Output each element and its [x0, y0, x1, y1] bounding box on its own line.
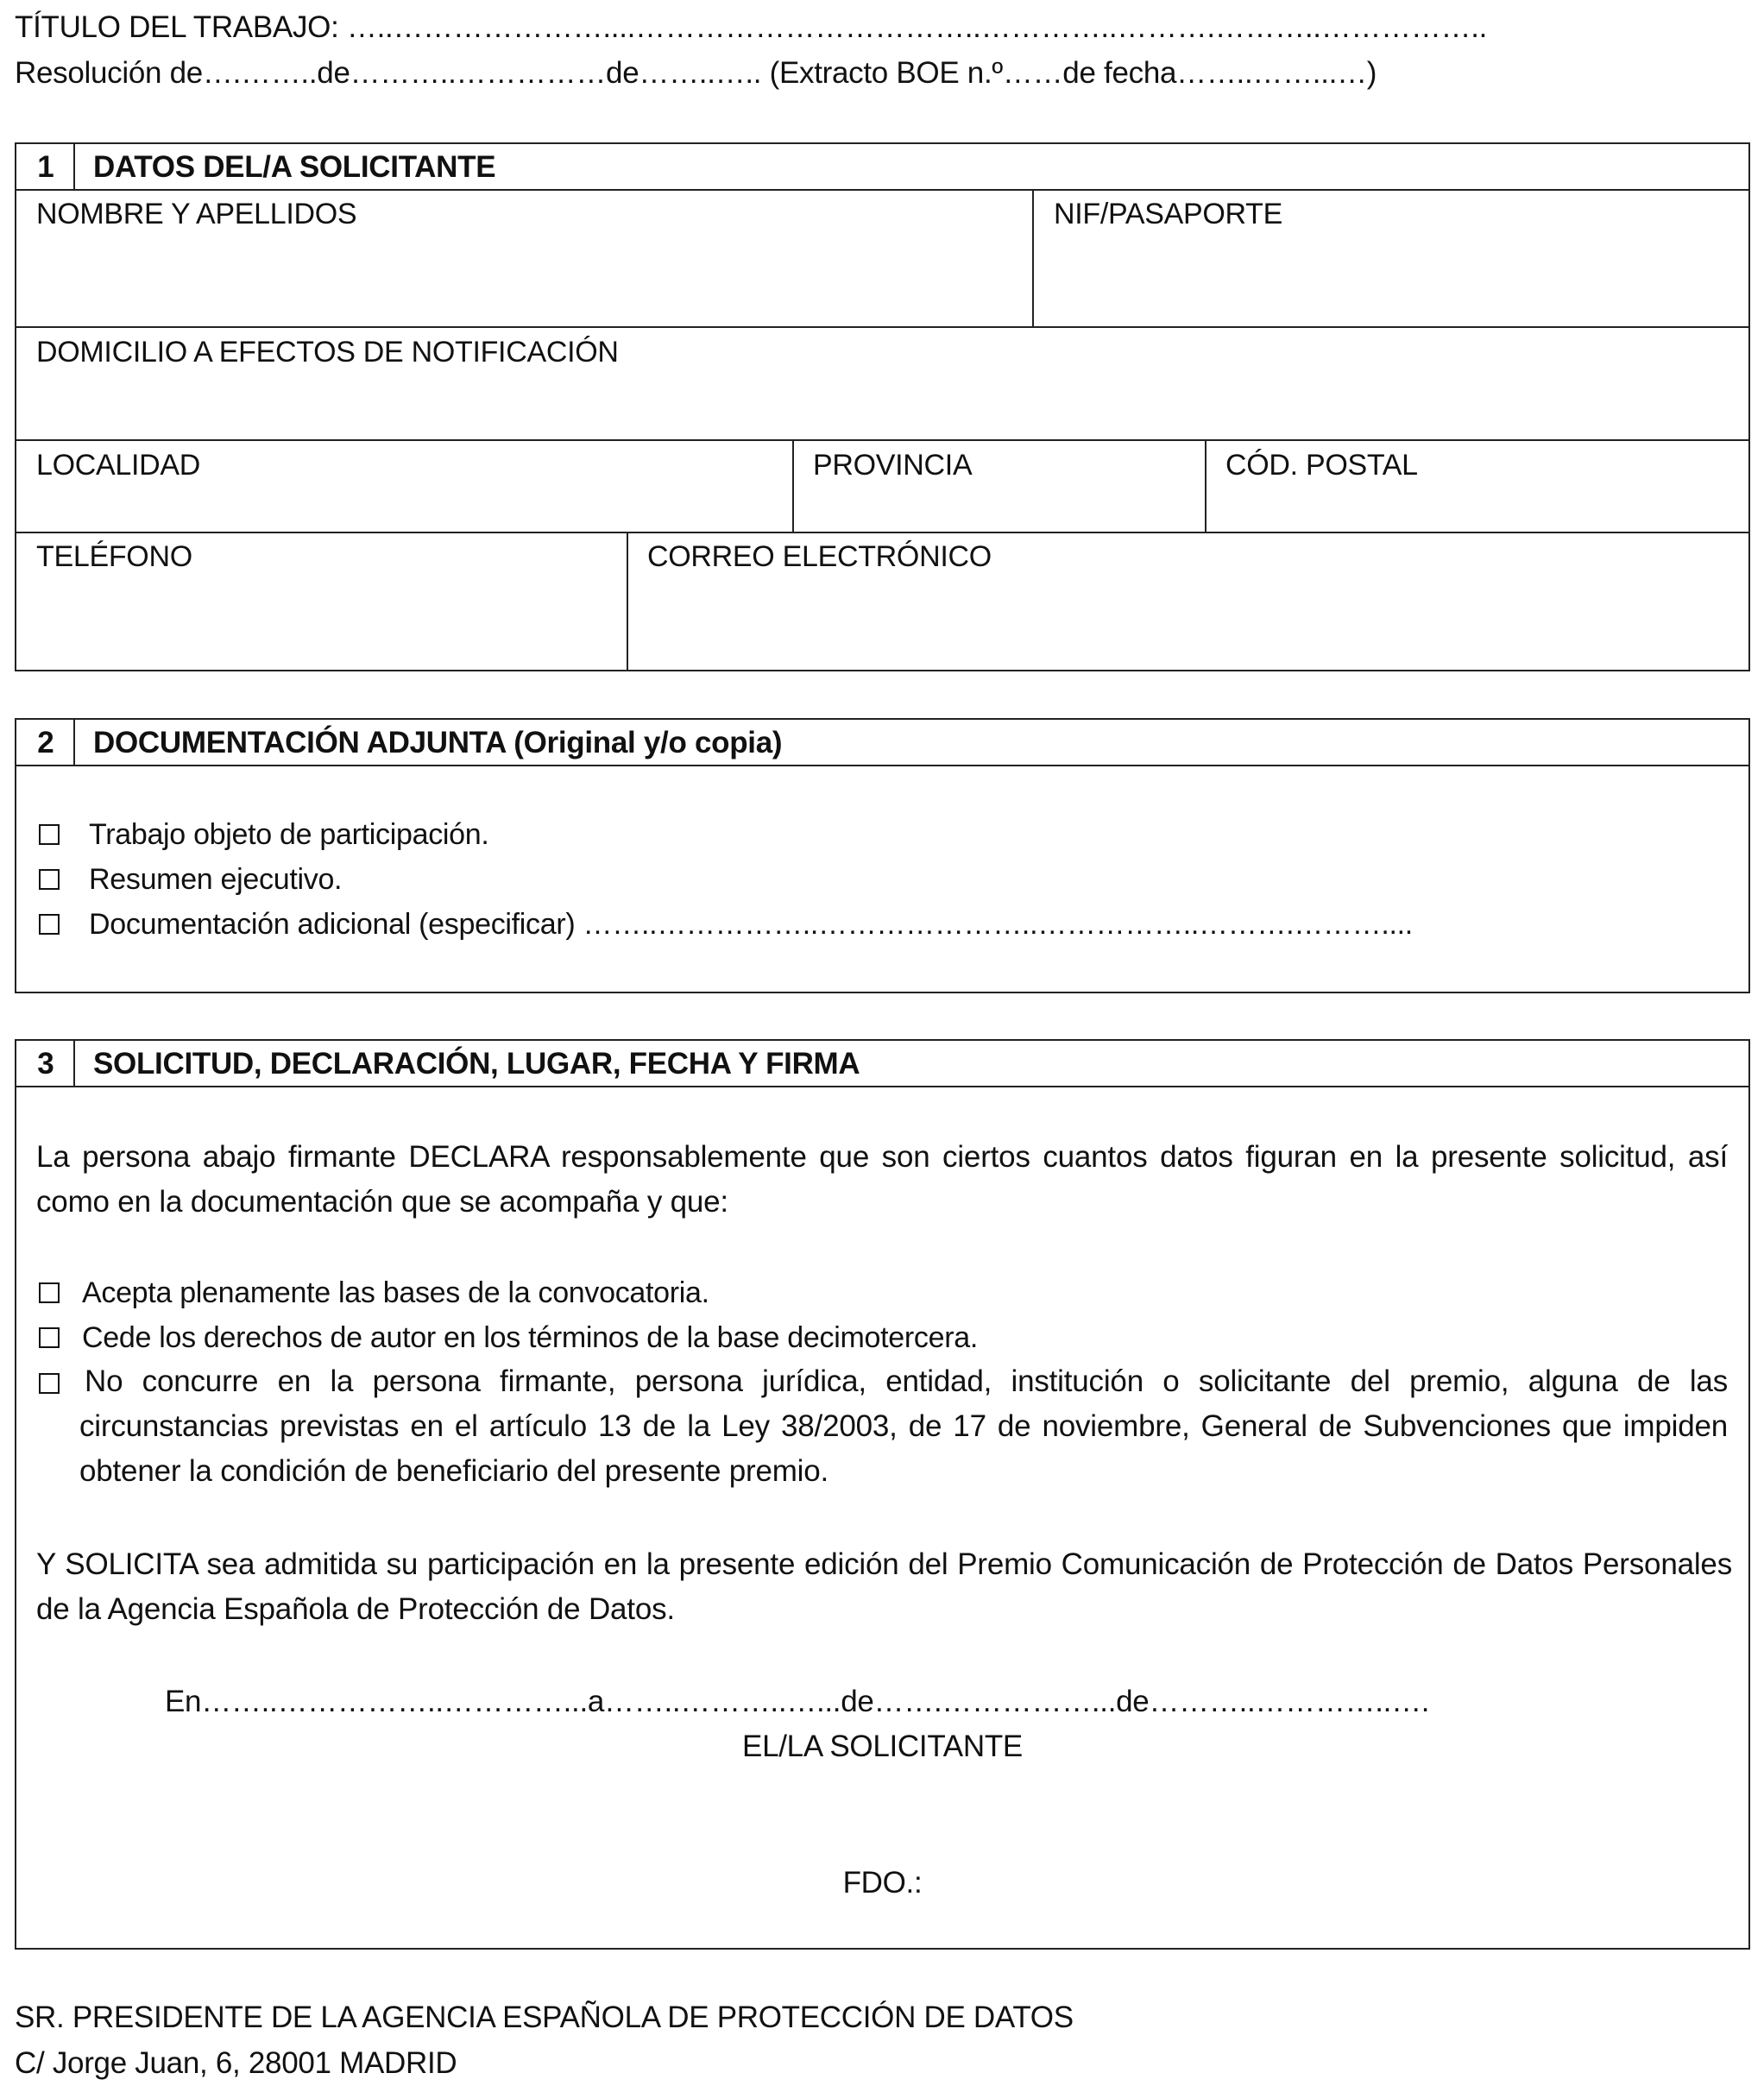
- declaration-item-incompatibility-label: No concurre en la persona firmante, persona jurídica, entidad, institución o solicitante del premio, alguna de las circunstancias previstas en el artículo 13 de la Ley 38/2003, de 17 de noviembre, General de Subvenciones que impiden obtener la condición de beneficiario del presente premio.: [79, 1364, 1728, 1488]
- nif-field[interactable]: [1034, 191, 1748, 325]
- nif-label: NIF/PASAPORTE: [1054, 198, 1283, 230]
- doc-item-additional-label[interactable]: Documentación adicional (especificar) ……..……………..…………………..……………..……….………....: [89, 908, 1413, 941]
- addressee: SR. PRESIDENTE DE LA AGENCIA ESPAÑOLA DE PROTECCIÓN DE DATOS: [15, 2001, 1074, 2034]
- declaration-item-accept-label: Acepta plenamente las bases de la convocatoria.: [82, 1276, 709, 1309]
- place-date-line[interactable]: En……..……………..…………...a……..………..…...de…….……………...de………..…………..….: [165, 1685, 1430, 1718]
- province-field[interactable]: [794, 441, 1203, 530]
- checkbox-additional-docs[interactable]: [39, 914, 60, 935]
- section1-number: 1: [37, 150, 54, 184]
- declaration-text: La persona abajo firmante DECLARA responsablemente que son ciertos cuantos datos figuran en la presente solicitud, así como en la documentación que se acompaña y que:: [36, 1140, 1728, 1219]
- phone-label: TELÉFONO: [36, 540, 192, 573]
- addressee-address: C/ Jorge Juan, 6, 28001 MADRID: [15, 2046, 457, 2080]
- resolution-line[interactable]: Resolución de….……..de………..……………de……..….. (Extracto BOE n.º……de fecha……..……...…): [15, 56, 1377, 90]
- work-title-line[interactable]: TÍTULO DEL TRABAJO: …..…………………....……………………………..…………..……….………..……………..: [15, 10, 1488, 44]
- postal-code-field[interactable]: [1206, 441, 1748, 530]
- email-label: CORREO ELECTRÓNICO: [647, 540, 992, 573]
- checkbox-work[interactable]: [39, 824, 60, 845]
- declaration-item-copyright-label: Cede los derechos de autor en los términos de la base decimotercera.: [82, 1321, 978, 1354]
- locality-label: LOCALIDAD: [36, 449, 201, 482]
- section2-title: DOCUMENTACIÓN ADJUNTA (Original y/o copia): [93, 726, 783, 759]
- email-field[interactable]: [628, 533, 1748, 669]
- doc-item-work-label: Trabajo objeto de participación.: [89, 818, 489, 851]
- section2-number: 2: [37, 726, 54, 759]
- doc-item-summary-label: Resumen ejecutivo.: [89, 863, 343, 896]
- phone-field[interactable]: [16, 533, 625, 669]
- address-label: DOMICILIO A EFECTOS DE NOTIFICACIÓN: [36, 336, 619, 369]
- checkbox-copyright[interactable]: [39, 1327, 60, 1348]
- request-text: Y SOLICITA sea admitida su participación en la presente edición del Premio Comunicación de Protección de Datos Personales de la Agencia Española de Protección de Datos.: [36, 1547, 1732, 1626]
- checkbox-summary[interactable]: [39, 869, 60, 890]
- name-field[interactable]: [16, 191, 1030, 325]
- checkbox-no-incompatibility[interactable]: [39, 1373, 60, 1394]
- postal-code-label: CÓD. POSTAL: [1225, 449, 1418, 482]
- address-field[interactable]: [16, 328, 1748, 438]
- locality-field[interactable]: [16, 441, 791, 530]
- name-label: NOMBRE Y APELLIDOS: [36, 198, 357, 230]
- signer-label: EL/LA SOLICITANTE: [742, 1730, 1023, 1763]
- section3-title: SOLICITUD, DECLARACIÓN, LUGAR, FECHA Y FIRMA: [93, 1047, 860, 1081]
- province-label: PROVINCIA: [813, 449, 973, 482]
- checkbox-accept-bases[interactable]: [39, 1282, 60, 1303]
- section3-number: 3: [37, 1047, 54, 1081]
- signature-area[interactable]: [518, 1769, 1247, 1933]
- section1-title: DATOS DEL/A SOLICITANTE: [93, 150, 496, 184]
- signature-label: FDO.:: [842, 1866, 923, 1900]
